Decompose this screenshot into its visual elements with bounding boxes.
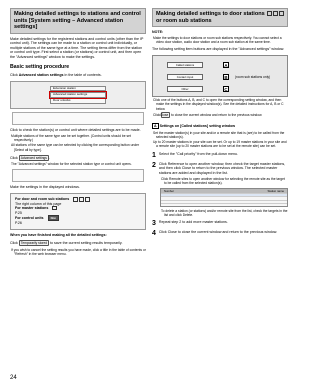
tag-c: C (224, 86, 228, 92)
note-multiple-stations: Multiple stations of the same type can be set together. (Control units should be set respectively.) (11, 133, 131, 142)
col-station-name: Station name (267, 188, 284, 193)
right-column (152, 8, 288, 237)
note-body: Make the settings to door stations or room sub stations respectively. You cannot select a video door station, audio door station and a room sub station at the same time. (153, 36, 282, 45)
finish-note: If you wish to cancel the setting results you have made, click a title in the table of contents or "Refresh" in the web browser menu. (11, 247, 146, 256)
settings-a-heading: A Settings on [Called stations] setting window (154, 124, 236, 129)
click-check-text: Click to check the station(s) or control unit where detailed settings are to be made. (10, 127, 141, 132)
ref-control: For control units Nnn (15, 215, 141, 221)
station-tiles-icon (73, 197, 90, 202)
step-1: 1 Select the "Call priority" from the pull-down menu. (152, 151, 238, 159)
advanced-settings-button[interactable]: Advanced settings (20, 155, 47, 160)
note-title: NOTE: (152, 30, 164, 35)
note-select-all: All stations of the same type can be selected by clicking the corresponding button under [Select all by type]. (11, 143, 140, 152)
advanced-window-screenshot (12, 169, 144, 182)
menu-item-advanced-settings[interactable]: Advanced station settings (50, 92, 106, 98)
contact-input-button[interactable]: Contact input (167, 74, 203, 80)
menu-item-extension-station[interactable]: Extension station (50, 86, 106, 92)
finish-heading: When you have finished making all the detailed settings: (10, 232, 107, 237)
delete-note: To delete a station (or stations) and/or remote site from the list, check the targets in the list and click Delete. (161, 208, 288, 217)
close-button[interactable]: Close (160, 113, 169, 118)
ref-door-room: For door and room sub stations (15, 197, 141, 202)
note-advanced-window: The "Advanced settings" window for the selected station type or control unit opens. (11, 162, 132, 167)
step-4: 4 Click Close to close the current window and return to the previous window. (152, 229, 278, 237)
settings-a-note: Up to 20 master stations in your site can be set. Or up to 19 master stations in your site and a remote site (up to 20 master stations are to be set at the remote site) can be set. (153, 140, 287, 149)
master-station-icon (52, 206, 57, 210)
note-buttons: Click one of the buttons A, B, and C to open the corresponding setting window, and then make the settings in the displayed window(s). See the detailed instructions for A, B or C below. (153, 98, 284, 111)
reference-box (10, 193, 146, 230)
ref-master-target: P.25 (15, 210, 22, 215)
master-station-list (160, 188, 288, 208)
tag-a-heading: A (154, 124, 157, 129)
station-tiles-icon (267, 11, 284, 16)
advanced-settings-window-screenshot (152, 55, 288, 97)
settings-a-body: Set the master station(s) in your site and/or a remote site that is (are) to be called from the selected station(s). (153, 130, 285, 139)
station-list-screenshot (12, 112, 144, 125)
ref-control-target: P.26 (15, 221, 22, 226)
step-2-note: Click Remote sites to open another window for selecting the remote site as the target to be called from the selected station(s). (161, 176, 285, 185)
temporarily-stored-button[interactable]: Temporarily stored (20, 241, 48, 246)
section-header-door-room: Making detailed settings to door stations or room sub stations (152, 8, 288, 27)
step-2: 2 Click Reference to open another window, then check the target master stations, and then click Close to return to the previous window. The selected master stations are added and displayed in the list. (152, 161, 286, 175)
left-column (10, 8, 146, 256)
ref-master: For master stations (15, 206, 141, 210)
note-close: Click Close to close the current window and return to the previous window. (153, 113, 263, 118)
tag-b-label: (room sub stations only) (235, 74, 271, 79)
section-header-detailed-settings: Making detailed settings to stations and control units [System setting – Advanced station settings] (10, 8, 146, 34)
intro-paragraph: Make detailed settings for the registered stations and control units (other than the IP control unit). The settings can be made to a station or control unit individually, or multiple stations of the same type at a time. The setting items differ from the station or control unit type. First select a station (or stations) or control unit, and then open the "Advanced settings" window to make the settings. (10, 36, 144, 59)
buttons-intro: The following setting item buttons are displayed in the "Advanced settings" window. (152, 47, 285, 52)
table-row[interactable] (161, 203, 287, 206)
step-3: 3 Repeat step 2 to add more master stations. (152, 219, 228, 227)
step-click-toc: Click Advanced station settings in the table of contents. (10, 73, 102, 78)
click-advanced-text: Click Advanced settings . (10, 155, 50, 160)
page-number: 24 (10, 375, 17, 381)
menu-item-door-unlocks[interactable]: Door unlocks (50, 98, 106, 104)
tag-b: B (224, 74, 228, 80)
col-number: Number (164, 188, 174, 193)
tag-a: A (224, 62, 228, 68)
basic-procedure-heading: Basic setting procedure (10, 64, 70, 71)
control-unit-icon: Nnn (48, 215, 59, 221)
other-button[interactable]: Other (167, 86, 203, 92)
ref-door-room-target: The right column of this page (15, 201, 62, 206)
make-settings-text: Make the settings in the displayed windows. (10, 185, 80, 190)
toc-screenshot (10, 81, 146, 109)
called-stations-button[interactable]: Called stations (167, 62, 203, 68)
finish-text: Click Temporarily stored to save the current setting results temporarily. (10, 241, 123, 246)
